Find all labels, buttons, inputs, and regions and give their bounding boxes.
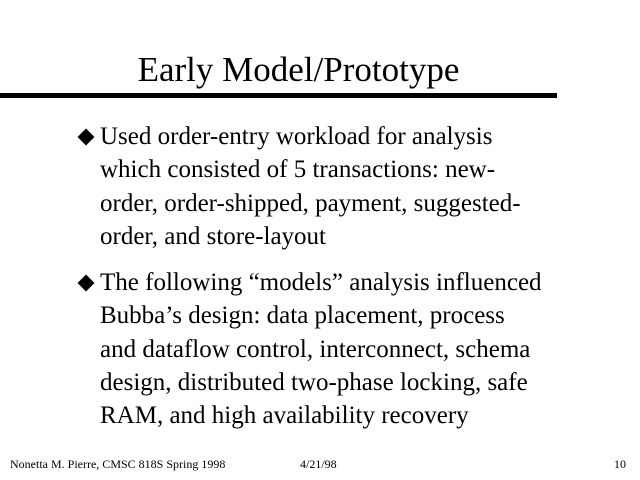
title-underline — [0, 93, 557, 98]
bullet-text: The following “models” analysis influenced Bubba’s design: data placement, process and dataflow control, interconnect, schema design, distributed two-phase locking, safe RAM, and high availability recovery — [100, 269, 542, 430]
footer-author: Nonetta M. Pierre, CMSC 818S Spring 1998 — [10, 457, 226, 471]
diamond-bullet-icon — [78, 275, 95, 292]
footer-date: 4/21/98 — [300, 457, 337, 471]
diamond-bullet-icon — [78, 129, 95, 146]
footer-page-number: 10 — [614, 457, 626, 471]
bullet-text: Used order-entry workload for analysis which consisted of 5 transactions: new- order, order-shipped, payment, suggested- order, and store-layout — [100, 123, 521, 250]
slide-title: Early Model/Prototype — [137, 50, 460, 89]
